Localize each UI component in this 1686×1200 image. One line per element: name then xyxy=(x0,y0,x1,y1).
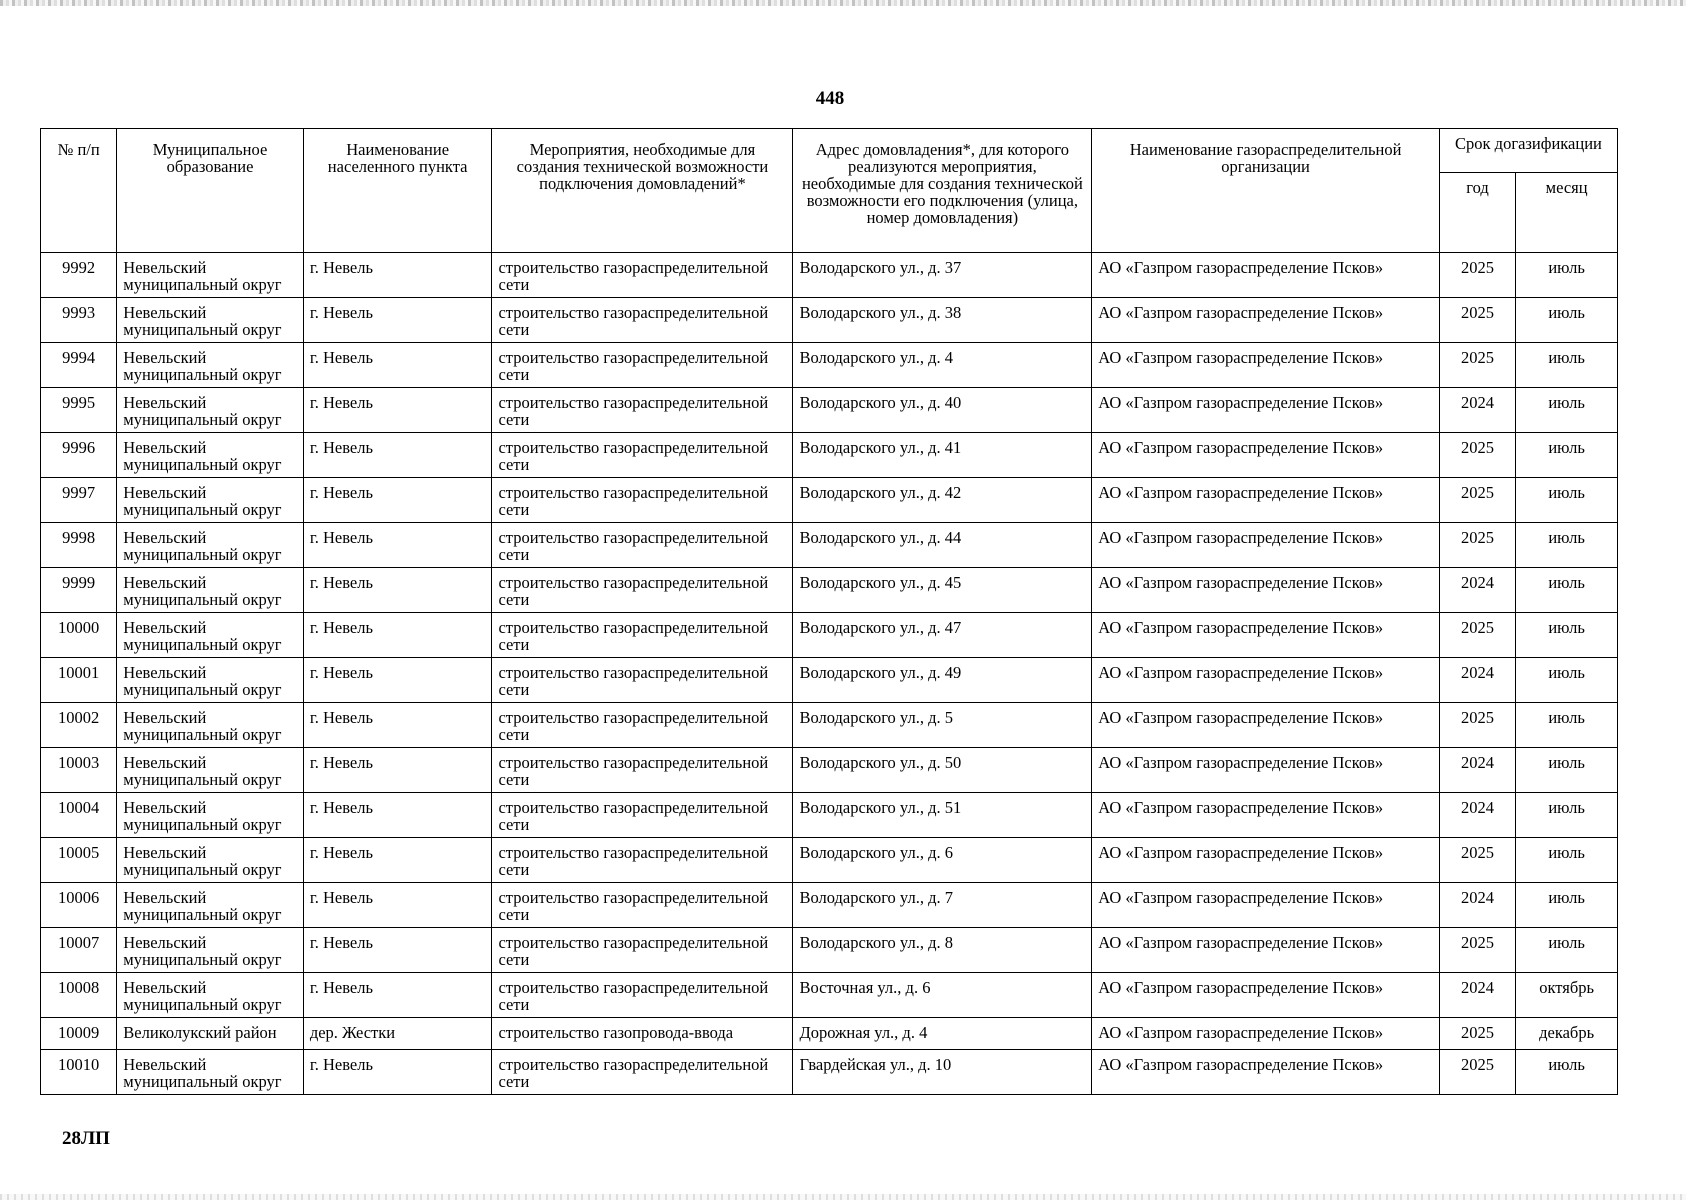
cell-municipality: Невельский муниципальный округ xyxy=(117,253,304,298)
cell-num: 10001 xyxy=(41,658,117,703)
cell-month: июль xyxy=(1516,298,1618,343)
cell-year: 2025 xyxy=(1439,433,1515,478)
cell-settlement: г. Невель xyxy=(303,433,492,478)
cell-organization: АО «Газпром газораспределение Псков» xyxy=(1092,928,1440,973)
table-row xyxy=(41,523,1618,568)
cell-num: 9999 xyxy=(41,568,117,613)
cell-measures: строительство газораспределительной сети xyxy=(492,388,793,433)
cell-settlement: дер. Жестки xyxy=(303,1018,492,1050)
cell-year: 2024 xyxy=(1439,883,1515,928)
table-row xyxy=(41,838,1618,883)
table-row xyxy=(41,658,1618,703)
table-row xyxy=(41,568,1618,613)
cell-settlement: г. Невель xyxy=(303,1050,492,1095)
cell-measures: строительство газораспределительной сети xyxy=(492,478,793,523)
gasification-table xyxy=(40,128,1618,1095)
header-organization: Наименование газораспределительной организации xyxy=(1092,129,1440,253)
cell-year: 2025 xyxy=(1439,928,1515,973)
cell-num: 9994 xyxy=(41,343,117,388)
cell-measures: строительство газопровода-ввода xyxy=(492,1018,793,1050)
cell-organization: АО «Газпром газораспределение Псков» xyxy=(1092,388,1440,433)
cell-municipality: Невельский муниципальный округ xyxy=(117,838,304,883)
cell-address: Володарского ул., д. 40 xyxy=(793,388,1092,433)
table-row xyxy=(41,613,1618,658)
cell-month: июль xyxy=(1516,433,1618,478)
cell-month: июль xyxy=(1516,613,1618,658)
cell-month: июль xyxy=(1516,388,1618,433)
cell-organization: АО «Газпром газораспределение Псков» xyxy=(1092,1018,1440,1050)
cell-month: июль xyxy=(1516,478,1618,523)
cell-address: Восточная ул., д. 6 xyxy=(793,973,1092,1018)
cell-organization: АО «Газпром газораспределение Псков» xyxy=(1092,838,1440,883)
cell-num: 10003 xyxy=(41,748,117,793)
cell-municipality: Невельский муниципальный округ xyxy=(117,388,304,433)
scan-edge-bottom xyxy=(0,1194,1686,1200)
footer-code: 28ЛП xyxy=(62,1128,110,1149)
cell-year: 2024 xyxy=(1439,388,1515,433)
cell-address: Володарского ул., д. 44 xyxy=(793,523,1092,568)
cell-address: Володарского ул., д. 38 xyxy=(793,298,1092,343)
cell-measures: строительство газораспределительной сети xyxy=(492,298,793,343)
cell-settlement: г. Невель xyxy=(303,793,492,838)
cell-organization: АО «Газпром газораспределение Псков» xyxy=(1092,1050,1440,1095)
cell-month: июль xyxy=(1516,883,1618,928)
cell-settlement: г. Невель xyxy=(303,838,492,883)
cell-municipality: Невельский муниципальный округ xyxy=(117,703,304,748)
cell-year: 2024 xyxy=(1439,748,1515,793)
cell-month: июль xyxy=(1516,838,1618,883)
scan-edge-top xyxy=(0,0,1686,6)
table-row xyxy=(41,433,1618,478)
cell-measures: строительство газораспределительной сети xyxy=(492,748,793,793)
cell-municipality: Невельский муниципальный округ xyxy=(117,928,304,973)
cell-municipality: Невельский муниципальный округ xyxy=(117,568,304,613)
cell-measures: строительство газораспределительной сети xyxy=(492,1050,793,1095)
cell-num: 10005 xyxy=(41,838,117,883)
cell-address: Володарского ул., д. 49 xyxy=(793,658,1092,703)
cell-num: 10008 xyxy=(41,973,117,1018)
cell-address: Володарского ул., д. 42 xyxy=(793,478,1092,523)
cell-month: июль xyxy=(1516,523,1618,568)
table-row xyxy=(41,298,1618,343)
cell-address: Володарского ул., д. 6 xyxy=(793,838,1092,883)
cell-measures: строительство газораспределительной сети xyxy=(492,838,793,883)
cell-address: Володарского ул., д. 41 xyxy=(793,433,1092,478)
cell-organization: АО «Газпром газораспределение Псков» xyxy=(1092,568,1440,613)
cell-settlement: г. Невель xyxy=(303,343,492,388)
cell-municipality: Невельский муниципальный округ xyxy=(117,523,304,568)
cell-year: 2025 xyxy=(1439,343,1515,388)
cell-month: июль xyxy=(1516,928,1618,973)
header-measures: Мероприятия, необходимые для создания технической возможности подключения домовладений* xyxy=(492,129,793,253)
cell-address: Володарского ул., д. 37 xyxy=(793,253,1092,298)
cell-settlement: г. Невель xyxy=(303,883,492,928)
cell-address: Володарского ул., д. 4 xyxy=(793,343,1092,388)
cell-organization: АО «Газпром газораспределение Псков» xyxy=(1092,253,1440,298)
cell-month: июль xyxy=(1516,568,1618,613)
cell-year: 2025 xyxy=(1439,838,1515,883)
cell-measures: строительство газораспределительной сети xyxy=(492,883,793,928)
cell-year: 2025 xyxy=(1439,253,1515,298)
cell-organization: АО «Газпром газораспределение Псков» xyxy=(1092,298,1440,343)
table-row xyxy=(41,703,1618,748)
cell-municipality: Великолукский район xyxy=(117,1018,304,1050)
cell-municipality: Невельский муниципальный округ xyxy=(117,658,304,703)
cell-organization: АО «Газпром газораспределение Псков» xyxy=(1092,433,1440,478)
cell-measures: строительство газораспределительной сети xyxy=(492,568,793,613)
table-row xyxy=(41,343,1618,388)
table-body xyxy=(41,253,1618,1095)
cell-address: Володарского ул., д. 7 xyxy=(793,883,1092,928)
cell-measures: строительство газораспределительной сети xyxy=(492,253,793,298)
cell-municipality: Невельский муниципальный округ xyxy=(117,973,304,1018)
cell-settlement: г. Невель xyxy=(303,568,492,613)
cell-organization: АО «Газпром газораспределение Псков» xyxy=(1092,658,1440,703)
header-term: Срок догазификации xyxy=(1439,129,1617,173)
cell-year: 2025 xyxy=(1439,478,1515,523)
table-row xyxy=(41,883,1618,928)
cell-organization: АО «Газпром газораспределение Псков» xyxy=(1092,793,1440,838)
cell-municipality: Невельский муниципальный округ xyxy=(117,298,304,343)
cell-settlement: г. Невель xyxy=(303,613,492,658)
cell-year: 2024 xyxy=(1439,973,1515,1018)
table-row xyxy=(41,748,1618,793)
cell-municipality: Невельский муниципальный округ xyxy=(117,793,304,838)
cell-address: Володарского ул., д. 50 xyxy=(793,748,1092,793)
cell-year: 2025 xyxy=(1439,703,1515,748)
cell-address: Володарского ул., д. 8 xyxy=(793,928,1092,973)
cell-address: Володарского ул., д. 51 xyxy=(793,793,1092,838)
cell-month: июль xyxy=(1516,343,1618,388)
cell-year: 2024 xyxy=(1439,568,1515,613)
cell-measures: строительство газораспределительной сети xyxy=(492,613,793,658)
cell-organization: АО «Газпром газораспределение Псков» xyxy=(1092,523,1440,568)
cell-num: 9998 xyxy=(41,523,117,568)
header-municipality: Муниципальное образование xyxy=(117,129,304,253)
table-row xyxy=(41,793,1618,838)
cell-address: Володарского ул., д. 45 xyxy=(793,568,1092,613)
cell-measures: строительство газораспределительной сети xyxy=(492,658,793,703)
cell-organization: АО «Газпром газораспределение Псков» xyxy=(1092,748,1440,793)
header-year: год xyxy=(1439,173,1515,253)
cell-month: июль xyxy=(1516,748,1618,793)
cell-settlement: г. Невель xyxy=(303,298,492,343)
cell-measures: строительство газораспределительной сети xyxy=(492,343,793,388)
cell-month: июль xyxy=(1516,793,1618,838)
cell-num: 10000 xyxy=(41,613,117,658)
cell-num: 10002 xyxy=(41,703,117,748)
cell-measures: строительство газораспределительной сети xyxy=(492,703,793,748)
cell-address: Дорожная ул., д. 4 xyxy=(793,1018,1092,1050)
cell-municipality: Невельский муниципальный округ xyxy=(117,1050,304,1095)
cell-measures: строительство газораспределительной сети xyxy=(492,928,793,973)
cell-municipality: Невельский муниципальный округ xyxy=(117,433,304,478)
cell-settlement: г. Невель xyxy=(303,658,492,703)
table-row xyxy=(41,253,1618,298)
table-row xyxy=(41,388,1618,433)
cell-address: Гвардейская ул., д. 10 xyxy=(793,1050,1092,1095)
cell-year: 2025 xyxy=(1439,1018,1515,1050)
cell-year: 2024 xyxy=(1439,658,1515,703)
cell-municipality: Невельский муниципальный округ xyxy=(117,478,304,523)
page-number: 448 xyxy=(815,88,845,109)
cell-measures: строительство газораспределительной сети xyxy=(492,433,793,478)
cell-settlement: г. Невель xyxy=(303,253,492,298)
cell-organization: АО «Газпром газораспределение Псков» xyxy=(1092,613,1440,658)
cell-year: 2025 xyxy=(1439,613,1515,658)
cell-municipality: Невельский муниципальный округ xyxy=(117,343,304,388)
table-row xyxy=(41,1050,1618,1095)
cell-num: 9997 xyxy=(41,478,117,523)
cell-organization: АО «Газпром газораспределение Псков» xyxy=(1092,973,1440,1018)
cell-municipality: Невельский муниципальный округ xyxy=(117,748,304,793)
cell-municipality: Невельский муниципальный округ xyxy=(117,883,304,928)
cell-num: 9993 xyxy=(41,298,117,343)
cell-year: 2025 xyxy=(1439,523,1515,568)
header-num: № п/п xyxy=(41,129,117,253)
cell-measures: строительство газораспределительной сети xyxy=(492,793,793,838)
cell-year: 2025 xyxy=(1439,1050,1515,1095)
cell-measures: строительство газораспределительной сети xyxy=(492,973,793,1018)
cell-municipality: Невельский муниципальный округ xyxy=(117,613,304,658)
header-settlement: Наименование населенного пункта xyxy=(303,129,492,253)
cell-num: 9996 xyxy=(41,433,117,478)
table-row xyxy=(41,1018,1618,1050)
cell-organization: АО «Газпром газораспределение Псков» xyxy=(1092,478,1440,523)
cell-month: декабрь xyxy=(1516,1018,1618,1050)
cell-organization: АО «Газпром газораспределение Псков» xyxy=(1092,703,1440,748)
cell-measures: строительство газораспределительной сети xyxy=(492,523,793,568)
cell-month: июль xyxy=(1516,703,1618,748)
cell-settlement: г. Невель xyxy=(303,973,492,1018)
cell-settlement: г. Невель xyxy=(303,388,492,433)
cell-num: 9995 xyxy=(41,388,117,433)
cell-month: октябрь xyxy=(1516,973,1618,1018)
cell-month: июль xyxy=(1516,1050,1618,1095)
cell-organization: АО «Газпром газораспределение Псков» xyxy=(1092,883,1440,928)
cell-settlement: г. Невель xyxy=(303,748,492,793)
header-address: Адрес домовладения*, для которого реализуются мероприятия, необходимые для создания технической возможности его подключения (улица, номер домовладения) xyxy=(793,129,1092,253)
table-row xyxy=(41,973,1618,1018)
cell-settlement: г. Невель xyxy=(303,928,492,973)
table-row xyxy=(41,928,1618,973)
cell-month: июль xyxy=(1516,658,1618,703)
cell-organization: АО «Газпром газораспределение Псков» xyxy=(1092,343,1440,388)
cell-num: 10010 xyxy=(41,1050,117,1095)
table-row xyxy=(41,478,1618,523)
cell-settlement: г. Невель xyxy=(303,523,492,568)
cell-num: 10004 xyxy=(41,793,117,838)
cell-num: 10009 xyxy=(41,1018,117,1050)
cell-settlement: г. Невель xyxy=(303,478,492,523)
cell-num: 10006 xyxy=(41,883,117,928)
header-month: месяц xyxy=(1516,173,1618,253)
cell-month: июль xyxy=(1516,253,1618,298)
cell-settlement: г. Невель xyxy=(303,703,492,748)
cell-num: 10007 xyxy=(41,928,117,973)
cell-num: 9992 xyxy=(41,253,117,298)
cell-address: Володарского ул., д. 47 xyxy=(793,613,1092,658)
cell-year: 2025 xyxy=(1439,298,1515,343)
table-header xyxy=(41,129,1618,253)
cell-year: 2024 xyxy=(1439,793,1515,838)
cell-address: Володарского ул., д. 5 xyxy=(793,703,1092,748)
